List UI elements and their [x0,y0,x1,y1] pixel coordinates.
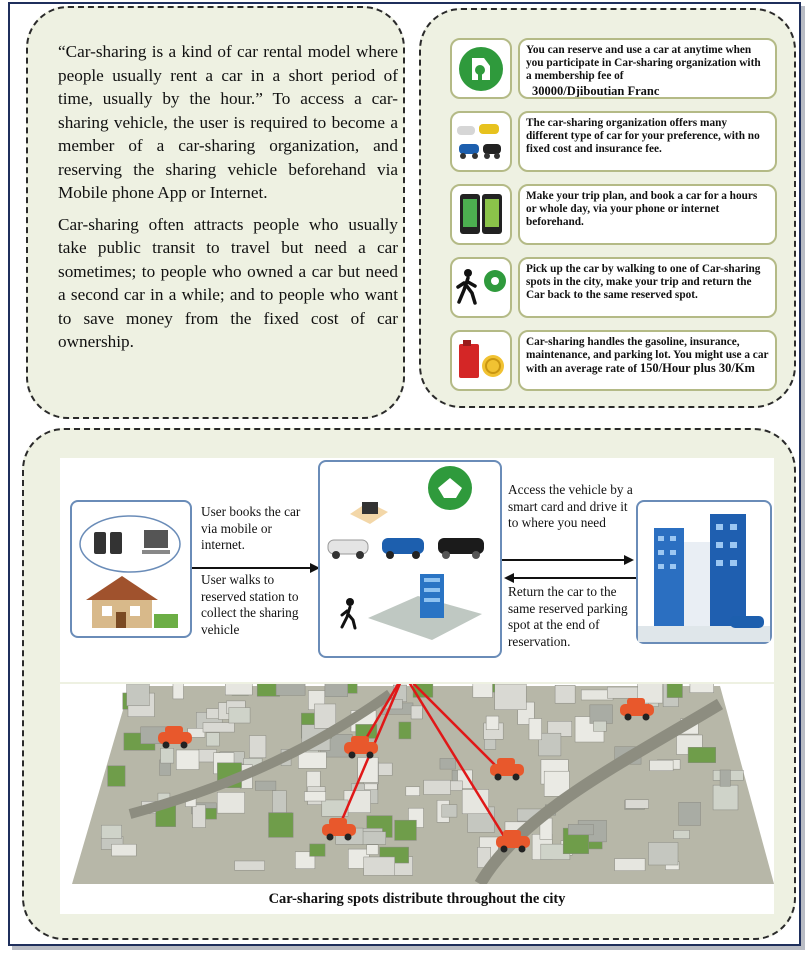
city-building [176,750,199,770]
city-building [269,813,294,838]
city-building [424,780,451,794]
membership-fee: 30000/Djiboutian Franc [532,83,660,98]
fuel-coin-icon [450,330,512,391]
city-building [607,687,638,698]
feature-row-costs [448,330,776,391]
city-building [539,733,561,756]
city-building [625,800,648,809]
city-building [406,787,420,796]
city-building [127,684,150,706]
car-types-icon [450,111,512,172]
city-building [720,770,730,786]
city-building [325,684,348,697]
city-building [473,684,493,697]
feature-row-membership [448,38,776,99]
city-building [276,684,305,695]
city-building [367,845,378,855]
city-building [529,719,542,740]
city-building [674,830,690,838]
city-building [304,792,325,801]
city-building [205,808,217,819]
destination-box [636,500,772,644]
city-building [615,859,645,871]
city-building [440,758,455,769]
city-building [217,792,244,813]
city-building [486,716,499,730]
city-building [555,685,575,703]
book-label: User books the car via mobile or internet. [201,504,301,553]
feature-text-car-types: The car-sharing organization offers many different type of car for your preference, with no fixed cost and insurance fee. [518,111,777,172]
definition-paragraph: “Car-sharing is a kind of car rental model where people usually rent a car in a short period of time, usually by the hour.” To access a car-sharing vehicle, the user is required to become a member of a car-sharing organization, and reserving the sharing vehicle beforehand via Mobile phone App or Internet. [58,42,398,202]
city-building [173,684,183,699]
city-building [161,748,174,763]
city-building [411,706,422,719]
feature-text-membership: You can reserve and use a car at anytime when you participate in Car-sharing organization with a membership fee of 30000/Djiboutian Franc [518,38,777,99]
feature-text-booking: Make your trip plan, and book a car for a hours or whole day, via your phone or internet beforehand. [518,184,777,245]
user-box [70,500,192,638]
rate-value: 150/Hour plus 30/Km [639,361,755,376]
city-building [235,861,265,870]
pedestrian-icon [342,598,355,628]
drive-return-arrows [500,552,638,586]
city-building [495,684,526,710]
feature-row-pickup [448,257,776,318]
city-building [688,747,716,762]
city-building [650,760,673,771]
city-building [713,785,738,810]
map-caption: Car-sharing spots distribute throughout the city [60,884,774,914]
city-building [590,705,613,724]
audience-paragraph: Car-sharing often attracts people who usually take public transit to travel but need a car sometimes; to people who owned a car but need a second car in a while; and to people who want to save money from the fixed cost of car ownership. [58,214,398,351]
city-building [101,825,121,838]
feature-list [448,38,776,403]
feature-row-car-types [448,111,776,172]
city-building [648,842,678,865]
city-building [690,684,714,693]
arrow-to-station [190,562,322,574]
feature-row-booking [448,184,776,245]
membership-app-icon [450,38,512,99]
city-building [593,721,606,731]
station-box [318,460,502,658]
city-building [108,766,125,787]
city-building [462,789,489,813]
city-building [229,708,250,723]
city-building [225,684,252,695]
definition-text [58,40,398,362]
city-building [667,684,682,698]
city-building [298,752,326,768]
walk-to-spot-icon [450,257,512,318]
city-building [112,844,137,856]
city-building [255,781,276,790]
city-building [364,857,395,875]
city-building [362,832,386,845]
access-label: Access the vehicle by a smart card and drive it to where you need [508,482,633,531]
city-building [568,824,593,834]
city-building [310,844,325,856]
walk-label: User walks to reserved station to collect the sharing vehicle [201,572,299,637]
city-building [206,733,219,746]
feature-text-pickup: Pick up the car by walking to one of Car-sharing spots in the city, make your trip and return the Car back to the same reserved spot. [518,257,777,318]
process-flow [60,458,774,682]
city-building [193,805,206,828]
city-building [314,704,335,728]
city-building [442,805,457,817]
city-building [395,820,417,840]
city-map [60,684,774,884]
return-label: Return the car to the same reserved parking spot at the end of reservation. [508,584,628,649]
feature-text-costs: Car-sharing handles the gasoline, insurance, maintenance, and parking lot. You might use a car with an average rate of 150/Hour plus 30/Km [518,330,777,391]
smartphone-app-icon [450,184,512,245]
city-building [203,723,234,732]
city-building [399,722,411,739]
city-building [249,736,266,758]
city-building [679,802,701,825]
